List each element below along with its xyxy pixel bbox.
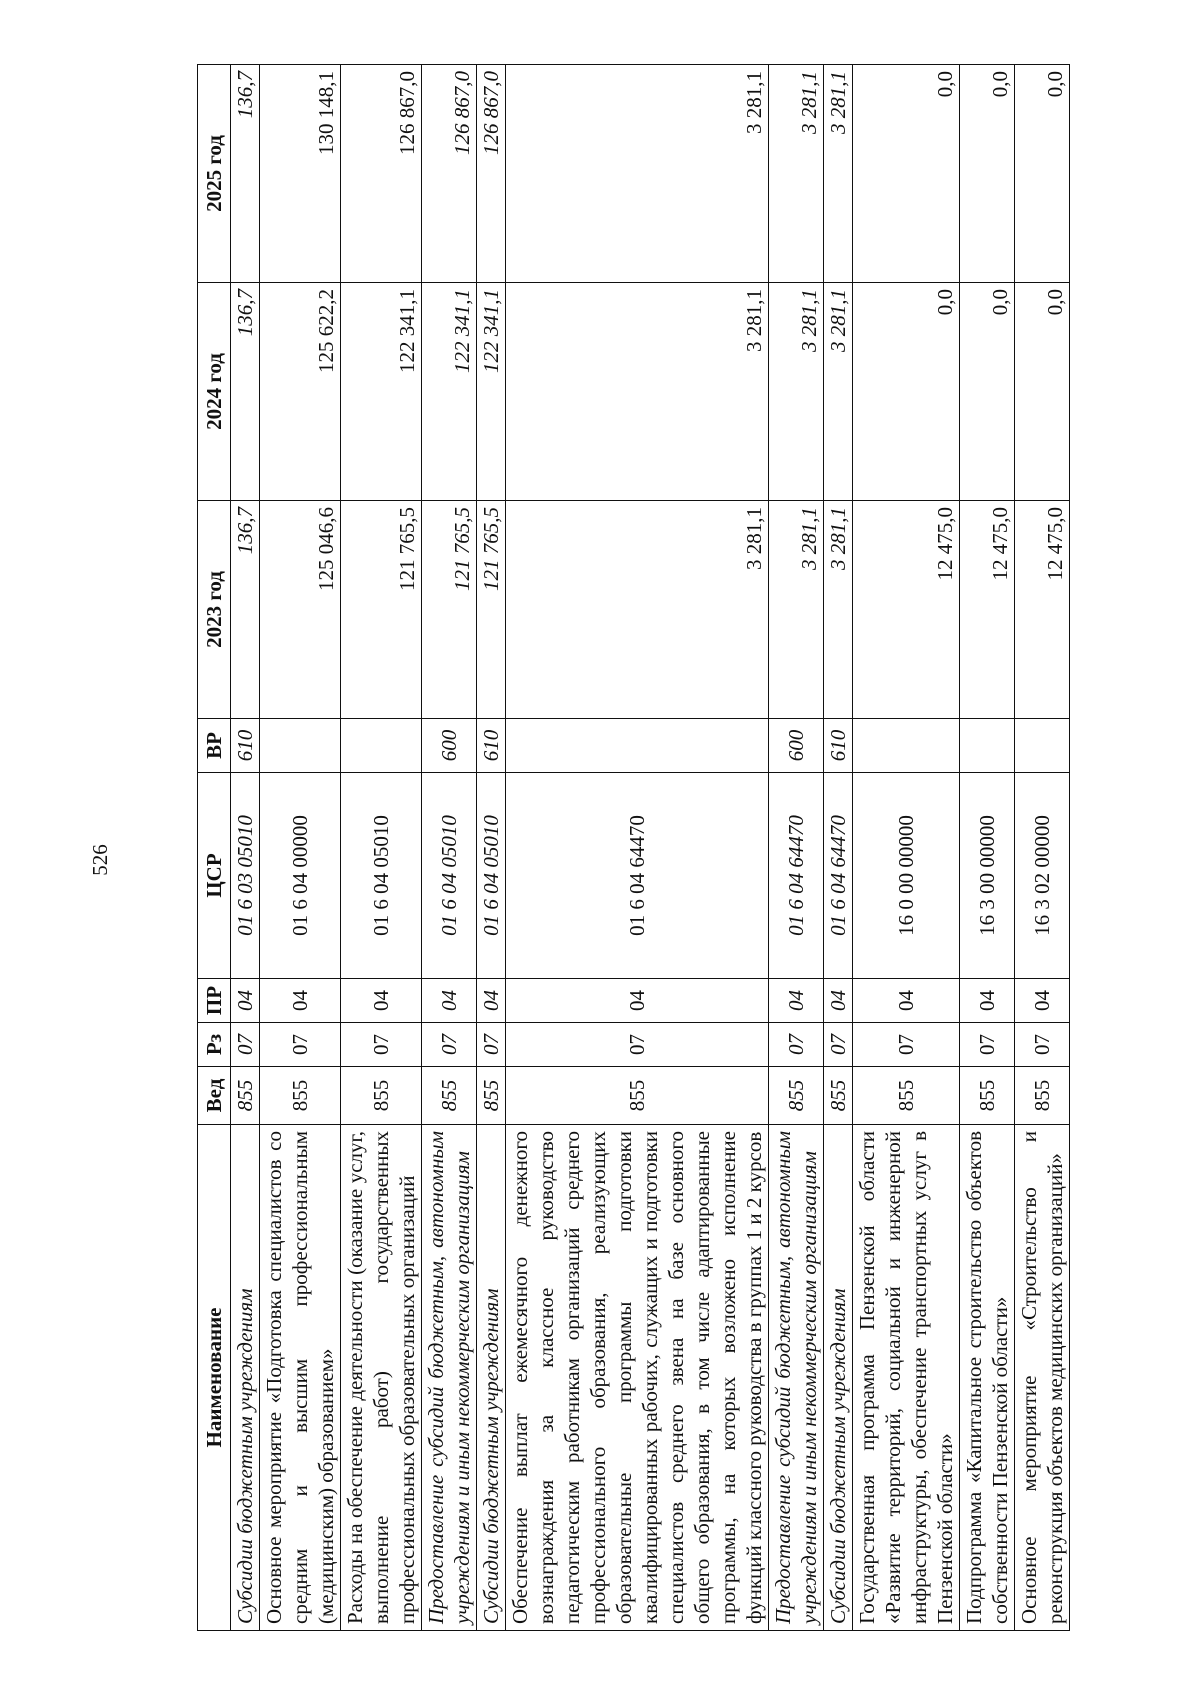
cell-2023: 121 765,5 xyxy=(422,501,477,719)
cell-pr: 04 xyxy=(769,979,824,1023)
cell-name: Основное мероприятие «Строительство и реконструкция объектов медицинских организаций» xyxy=(1015,1125,1070,1631)
cell-2024: 122 341,1 xyxy=(477,283,506,501)
cell-csr: 01 6 04 05010 xyxy=(477,773,506,979)
cell-2023: 136,7 xyxy=(231,501,260,719)
table-row xyxy=(1015,65,1070,1631)
cell-2023: 12 475,0 xyxy=(853,501,960,719)
cell-vr: 610 xyxy=(477,719,506,773)
cell-csr: 01 6 04 64470 xyxy=(506,773,769,979)
table-row xyxy=(422,65,477,1631)
header-2024: 2024 год xyxy=(198,283,231,501)
table-row xyxy=(824,65,853,1631)
header-pr: ПР xyxy=(198,979,231,1023)
cell-pr: 04 xyxy=(422,979,477,1023)
table-row xyxy=(853,65,960,1631)
cell-rz: 07 xyxy=(506,1023,769,1067)
cell-2025: 3 281,1 xyxy=(824,65,853,283)
cell-2025: 126 867,0 xyxy=(477,65,506,283)
cell-2023: 3 281,1 xyxy=(824,501,853,719)
cell-ved: 855 xyxy=(960,1067,1015,1125)
header-2023: 2023 год xyxy=(198,501,231,719)
cell-name: Основное мероприятие «Подготовка специалистов со средним и высшим профессиональным (медицинским) образованием» xyxy=(260,1125,341,1631)
cell-2025: 0,0 xyxy=(1015,65,1070,283)
table-row xyxy=(769,65,824,1631)
table-row xyxy=(506,65,769,1631)
header-name: Наименование xyxy=(198,1125,231,1631)
cell-rz: 07 xyxy=(477,1023,506,1067)
cell-ved: 855 xyxy=(1015,1067,1070,1125)
cell-csr: 01 6 04 05010 xyxy=(422,773,477,979)
cell-vr xyxy=(1015,719,1070,773)
cell-name: Расходы на обеспечение деятельности (оказание услуг, выполнение работ) государственных профессиональных образовательных организаций xyxy=(341,1125,422,1631)
cell-vr xyxy=(341,719,422,773)
cell-2025: 3 281,1 xyxy=(506,65,769,283)
cell-rz: 07 xyxy=(260,1023,341,1067)
cell-pr: 04 xyxy=(260,979,341,1023)
header-ved: Вед xyxy=(198,1067,231,1125)
table-row xyxy=(960,65,1015,1631)
cell-2025: 0,0 xyxy=(853,65,960,283)
cell-2023: 12 475,0 xyxy=(1015,501,1070,719)
cell-ved: 855 xyxy=(422,1067,477,1125)
header-rz: Рз xyxy=(198,1023,231,1067)
cell-name: Субсидии бюджетным учреждениям xyxy=(824,1125,853,1631)
page-number: 526 xyxy=(88,844,112,876)
cell-vr: 600 xyxy=(769,719,824,773)
cell-2023: 121 765,5 xyxy=(341,501,422,719)
cell-2025: 126 867,0 xyxy=(341,65,422,283)
cell-name: Субсидии бюджетным учреждениям xyxy=(477,1125,506,1631)
cell-vr: 610 xyxy=(231,719,260,773)
cell-rz: 07 xyxy=(341,1023,422,1067)
cell-2024: 0,0 xyxy=(960,283,1015,501)
cell-2024: 122 341,1 xyxy=(422,283,477,501)
cell-pr: 04 xyxy=(341,979,422,1023)
cell-2024: 3 281,1 xyxy=(506,283,769,501)
cell-ved: 855 xyxy=(260,1067,341,1125)
cell-name: Подпрограмма «Капитальное строительство объектов собственности Пензенской области» xyxy=(960,1125,1015,1631)
cell-2024: 125 622,2 xyxy=(260,283,341,501)
header-csr: ЦСР xyxy=(198,773,231,979)
cell-ved: 855 xyxy=(769,1067,824,1125)
table-row xyxy=(231,65,260,1631)
cell-2024: 0,0 xyxy=(1015,283,1070,501)
cell-name: Субсидии бюджетным учреждениям xyxy=(231,1125,260,1631)
cell-2024: 3 281,1 xyxy=(824,283,853,501)
cell-rz: 07 xyxy=(1015,1023,1070,1067)
cell-rz: 07 xyxy=(769,1023,824,1067)
cell-vr xyxy=(260,719,341,773)
cell-rz: 07 xyxy=(960,1023,1015,1067)
cell-vr xyxy=(853,719,960,773)
cell-2025: 126 867,0 xyxy=(422,65,477,283)
cell-pr: 04 xyxy=(231,979,260,1023)
cell-2025: 0,0 xyxy=(960,65,1015,283)
cell-name: Предоставление субсидий бюджетным, автономным учреждениям и иным некоммерческим организациям xyxy=(422,1125,477,1631)
cell-2024: 122 341,1 xyxy=(341,283,422,501)
cell-ved: 855 xyxy=(506,1067,769,1125)
cell-vr: 610 xyxy=(824,719,853,773)
cell-ved: 855 xyxy=(853,1067,960,1125)
cell-2023: 3 281,1 xyxy=(506,501,769,719)
cell-name: Обеспечение выплат ежемесячного денежного вознаграждения за классное руководство педагогическим работникам организаций среднего профессионального образования, реализующих образовательные программы подготовки квалифицированных рабочих, служащих и подготовки специалистов среднего звена на базе основного общего образования, в том числе адаптированные программы, на которых возложено исполнение функций классного руководства в группах 1 и 2 курсов xyxy=(506,1125,769,1631)
cell-2024: 136,7 xyxy=(231,283,260,501)
cell-2023: 125 046,6 xyxy=(260,501,341,719)
rotated-budget-table xyxy=(197,65,1200,1631)
header-row xyxy=(198,65,231,1631)
cell-csr: 01 6 03 05010 xyxy=(231,773,260,979)
cell-vr xyxy=(506,719,769,773)
cell-ved: 855 xyxy=(824,1067,853,1125)
table-row xyxy=(477,65,506,1631)
table-row xyxy=(341,65,422,1631)
cell-2023: 12 475,0 xyxy=(960,501,1015,719)
cell-name: Государственная программа Пензенской области «Развитие территорий, социальной и инженерной инфраструктуры, обеспечение транспортных услуг в Пензенской области» xyxy=(853,1125,960,1631)
cell-vr xyxy=(960,719,1015,773)
cell-pr: 04 xyxy=(506,979,769,1023)
cell-ved: 855 xyxy=(231,1067,260,1125)
cell-csr: 16 3 00 00000 xyxy=(960,773,1015,979)
header-vr: ВР xyxy=(198,719,231,773)
cell-pr: 04 xyxy=(824,979,853,1023)
cell-csr: 01 6 04 05010 xyxy=(341,773,422,979)
cell-2023: 3 281,1 xyxy=(769,501,824,719)
cell-2024: 0,0 xyxy=(853,283,960,501)
cell-2024: 3 281,1 xyxy=(769,283,824,501)
cell-name: Предоставление субсидий бюджетным, автономным учреждениям и иным некоммерческим организациям xyxy=(769,1125,824,1631)
cell-rz: 07 xyxy=(824,1023,853,1067)
cell-csr: 16 3 02 00000 xyxy=(1015,773,1070,979)
table-body xyxy=(231,65,1070,1631)
cell-ved: 855 xyxy=(477,1067,506,1125)
cell-2025: 3 281,1 xyxy=(769,65,824,283)
header-2025: 2025 год xyxy=(198,65,231,283)
cell-rz: 07 xyxy=(231,1023,260,1067)
cell-csr: 01 6 04 64470 xyxy=(824,773,853,979)
cell-2025: 136,7 xyxy=(231,65,260,283)
cell-2023: 121 765,5 xyxy=(477,501,506,719)
cell-rz: 07 xyxy=(853,1023,960,1067)
cell-pr: 04 xyxy=(853,979,960,1023)
budget-table xyxy=(197,64,1070,1631)
cell-pr: 04 xyxy=(477,979,506,1023)
cell-pr: 04 xyxy=(1015,979,1070,1023)
cell-csr: 01 6 04 00000 xyxy=(260,773,341,979)
cell-csr: 01 6 04 64470 xyxy=(769,773,824,979)
cell-pr: 04 xyxy=(960,979,1015,1023)
cell-2025: 130 148,1 xyxy=(260,65,341,283)
cell-ved: 855 xyxy=(341,1067,422,1125)
cell-csr: 16 0 00 00000 xyxy=(853,773,960,979)
table-row xyxy=(260,65,341,1631)
cell-rz: 07 xyxy=(422,1023,477,1067)
cell-vr: 600 xyxy=(422,719,477,773)
